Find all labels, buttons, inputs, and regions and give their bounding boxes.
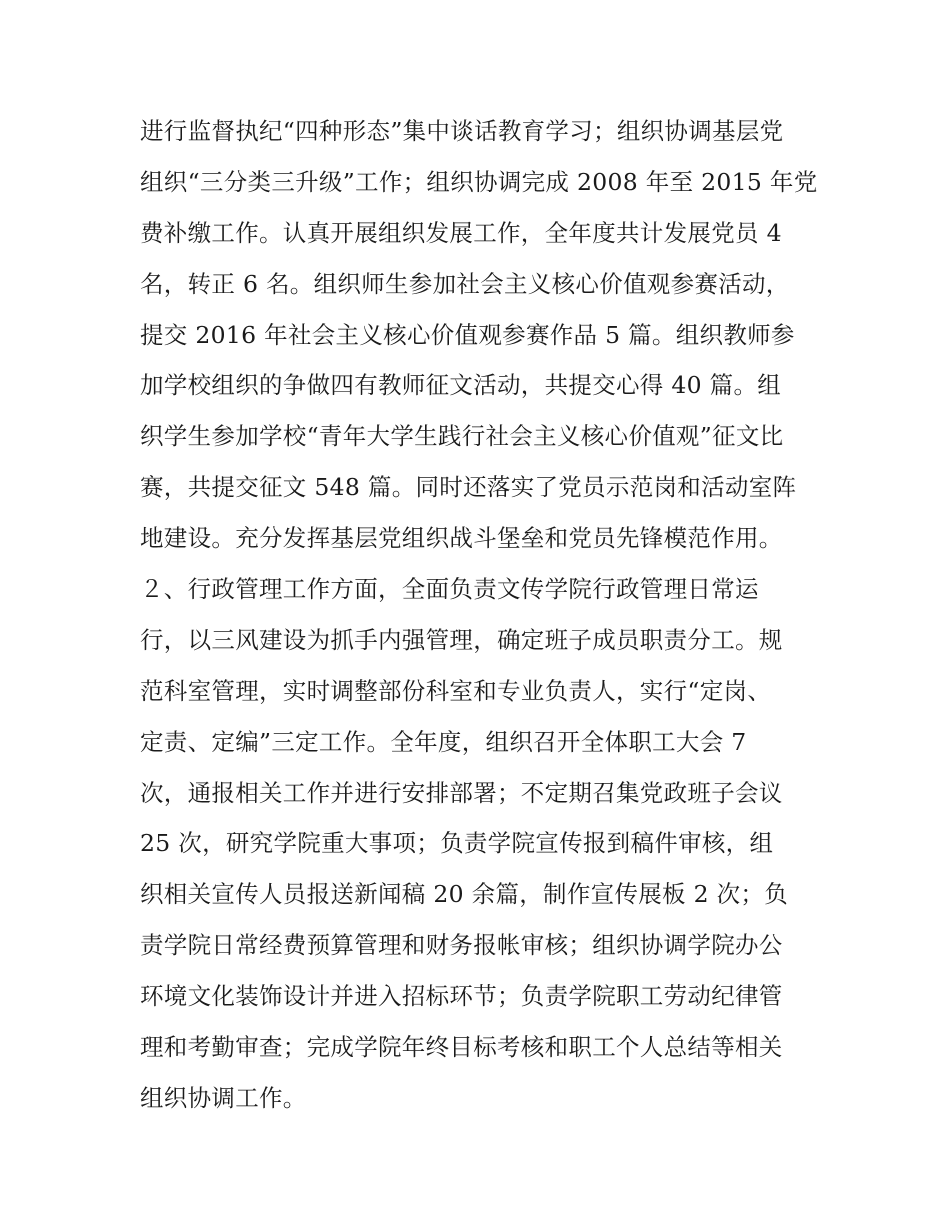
text-line: 织学生参加学校“青年大学生践行社会主义核心价值观”征文比 (140, 422, 784, 451)
text-line: 范科室管理，实时调整部份科室和专业负责人，实行“定岗、 (140, 676, 772, 705)
text-line: 提交 2016 年社会主义核心价值观参赛作品 5 篇。组织教师参 (140, 320, 795, 349)
text-line: 行，以三风建设为抓手内强管理，确定班子成员职责分工。规 (140, 625, 783, 654)
text-line: 定责、定编”三定工作。全年度，组织召开全体职工大会 7 (140, 727, 747, 756)
text-line: 责学院日常经费预算管理和财务报帐审核；组织协调学院办公 (140, 931, 783, 960)
text-line: 名，转正 6 名。组织师生参加社会主义核心价值观参赛活动， (140, 269, 790, 298)
text-line: 组织协调工作。 (140, 1083, 307, 1112)
text-line: 加学校组织的争做四有教师征文活动，共提交心得 40 篇。组 (140, 371, 782, 400)
text-line: 组织“三分类三升级”工作；组织协调完成 2008 年至 2015 年党 (140, 167, 818, 196)
text-line: 织相关宣传人员报送新闻稿 20 余篇，制作宣传展板 2 次；负 (140, 880, 789, 909)
text-line: 次，通报相关工作并进行安排部署；不定期召集党政班子会议 (140, 778, 783, 807)
text-line: 地建设。充分发挥基层党组织战斗堡垒和党员先锋模范作用。 (140, 524, 783, 553)
text-line: 环境文化装饰设计并进入招标环节；负责学院职工劳动纪律管 (140, 982, 783, 1011)
text-line: 理和考勤审查；完成学院年终目标考核和职工个人总结等相关 (140, 1033, 783, 1062)
text-line: ２、行政管理工作方面，全面负责文传学院行政管理日常运 (140, 575, 759, 604)
text-line: 进行监督执纪“四种形态”集中谈话教育学习；组织协调基层党 (140, 117, 784, 145)
body-text (140, 106, 840, 1124)
text-line: 费补缴工作。认真开展组织发展工作，全年度共计发展党员 4 (140, 218, 782, 247)
text-line: 25 次，研究学院重大事项；负责学院宣传报到稿件审核，组 (140, 829, 774, 858)
text-line: 赛，共提交征文 548 篇。同时还落实了党员示范岗和活动室阵 (140, 473, 797, 502)
